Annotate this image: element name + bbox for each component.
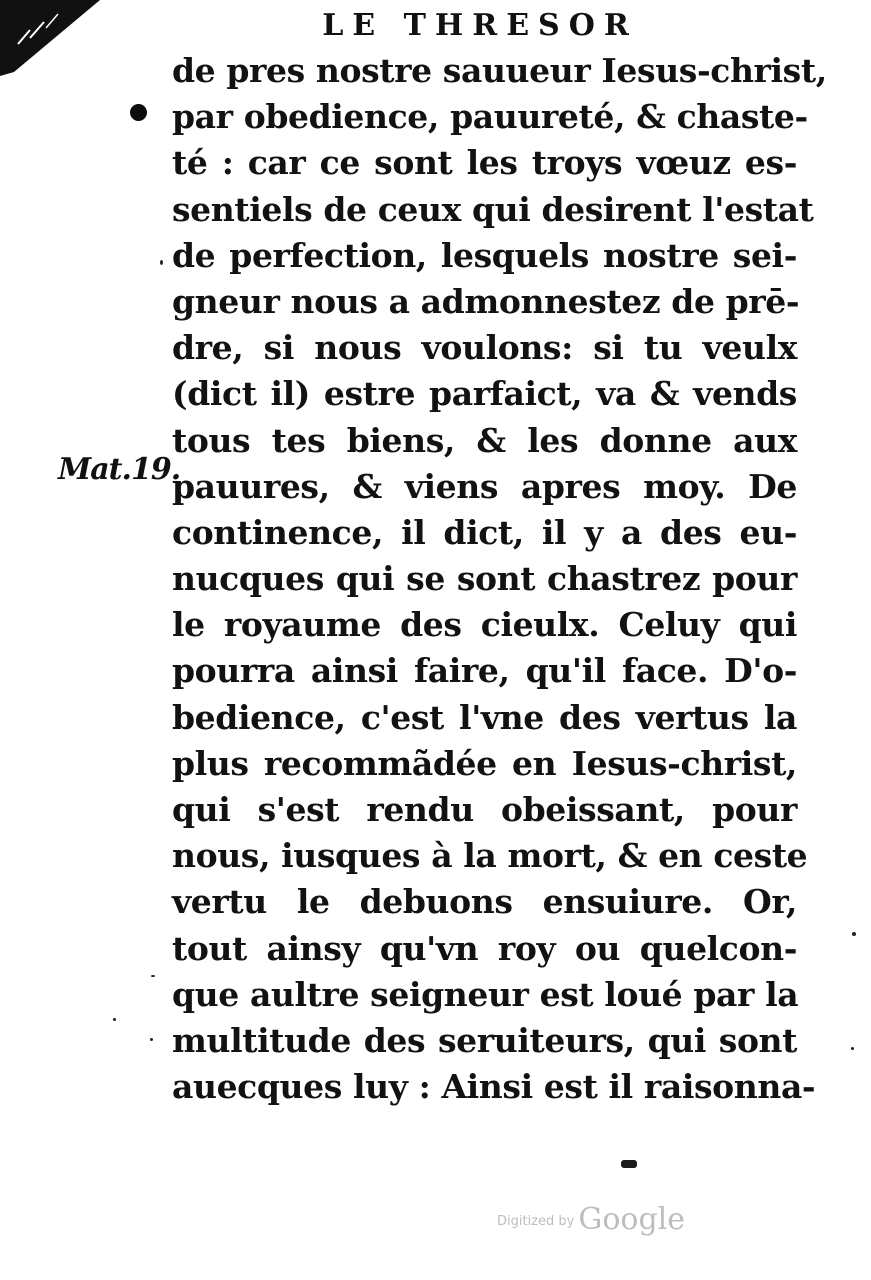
text-line: que aultre seigneur est loué par la: [172, 974, 799, 1014]
text-line: sentiels de ceux qui desirent l'estat: [172, 189, 814, 229]
text-line: pourra ainsi faire, qu'il face. D'o-: [172, 651, 797, 691]
text-line: de pres nostre sauueur Iesus-christ,: [172, 51, 827, 90]
text-line: té : car ce sont les troys vœuz es-: [172, 143, 797, 183]
margin-reference: Mat.19.: [58, 452, 181, 487]
text-line: le royaume des cieulx. Celuy qui: [172, 605, 797, 645]
text-line: continence, il dict, il y a des eu-: [172, 512, 797, 552]
margin-bullet-mark: [130, 104, 147, 121]
text-line: vertu le debuons ensuiure. Or,: [172, 882, 797, 922]
text-line: plus recommãdée en Iesus-christ,: [172, 743, 797, 783]
torn-corner-shadow: [0, 0, 110, 80]
body-text: [172, 48, 827, 1110]
text-line: par obedience, pauureté, & chaste-: [172, 97, 808, 137]
text-line: qui s'est rendu obeissant, pour: [172, 790, 797, 829]
text-line: bedience, c'est l'vne des vertus la: [172, 697, 797, 737]
text-line: tout ainsy qu'vn roy ou quelcon-: [172, 928, 797, 968]
catchword-mark: [621, 1160, 637, 1168]
text-line: de perfection, lesquels nostre sei-: [172, 235, 797, 275]
text-line: auecques luy : Ainsi est il raisonna-: [172, 1067, 816, 1107]
text-line: gneur nous a admonnestez de prē-: [172, 281, 800, 321]
text-line: nous, iusques à la mort, & en ceste: [172, 836, 808, 876]
text-line: tous tes biens, & les donne aux: [172, 420, 797, 460]
text-line: pauures, & viens apres moy. De: [172, 466, 797, 506]
text-line: multitude des seruiteurs, qui sont: [172, 1020, 797, 1060]
watermark-brand: Google: [578, 1202, 685, 1237]
text-line: (dict il) estre parfaict, va & vends: [172, 374, 797, 414]
text-line: dre, si nous voulons: si tu veulx: [172, 328, 797, 368]
digitization-watermark: [497, 1202, 685, 1237]
running-head: LE THRESOR: [322, 8, 638, 43]
watermark-prefix: Digitized by: [497, 1214, 575, 1229]
text-line: nucques qui se sont chastrez pour: [172, 559, 797, 599]
